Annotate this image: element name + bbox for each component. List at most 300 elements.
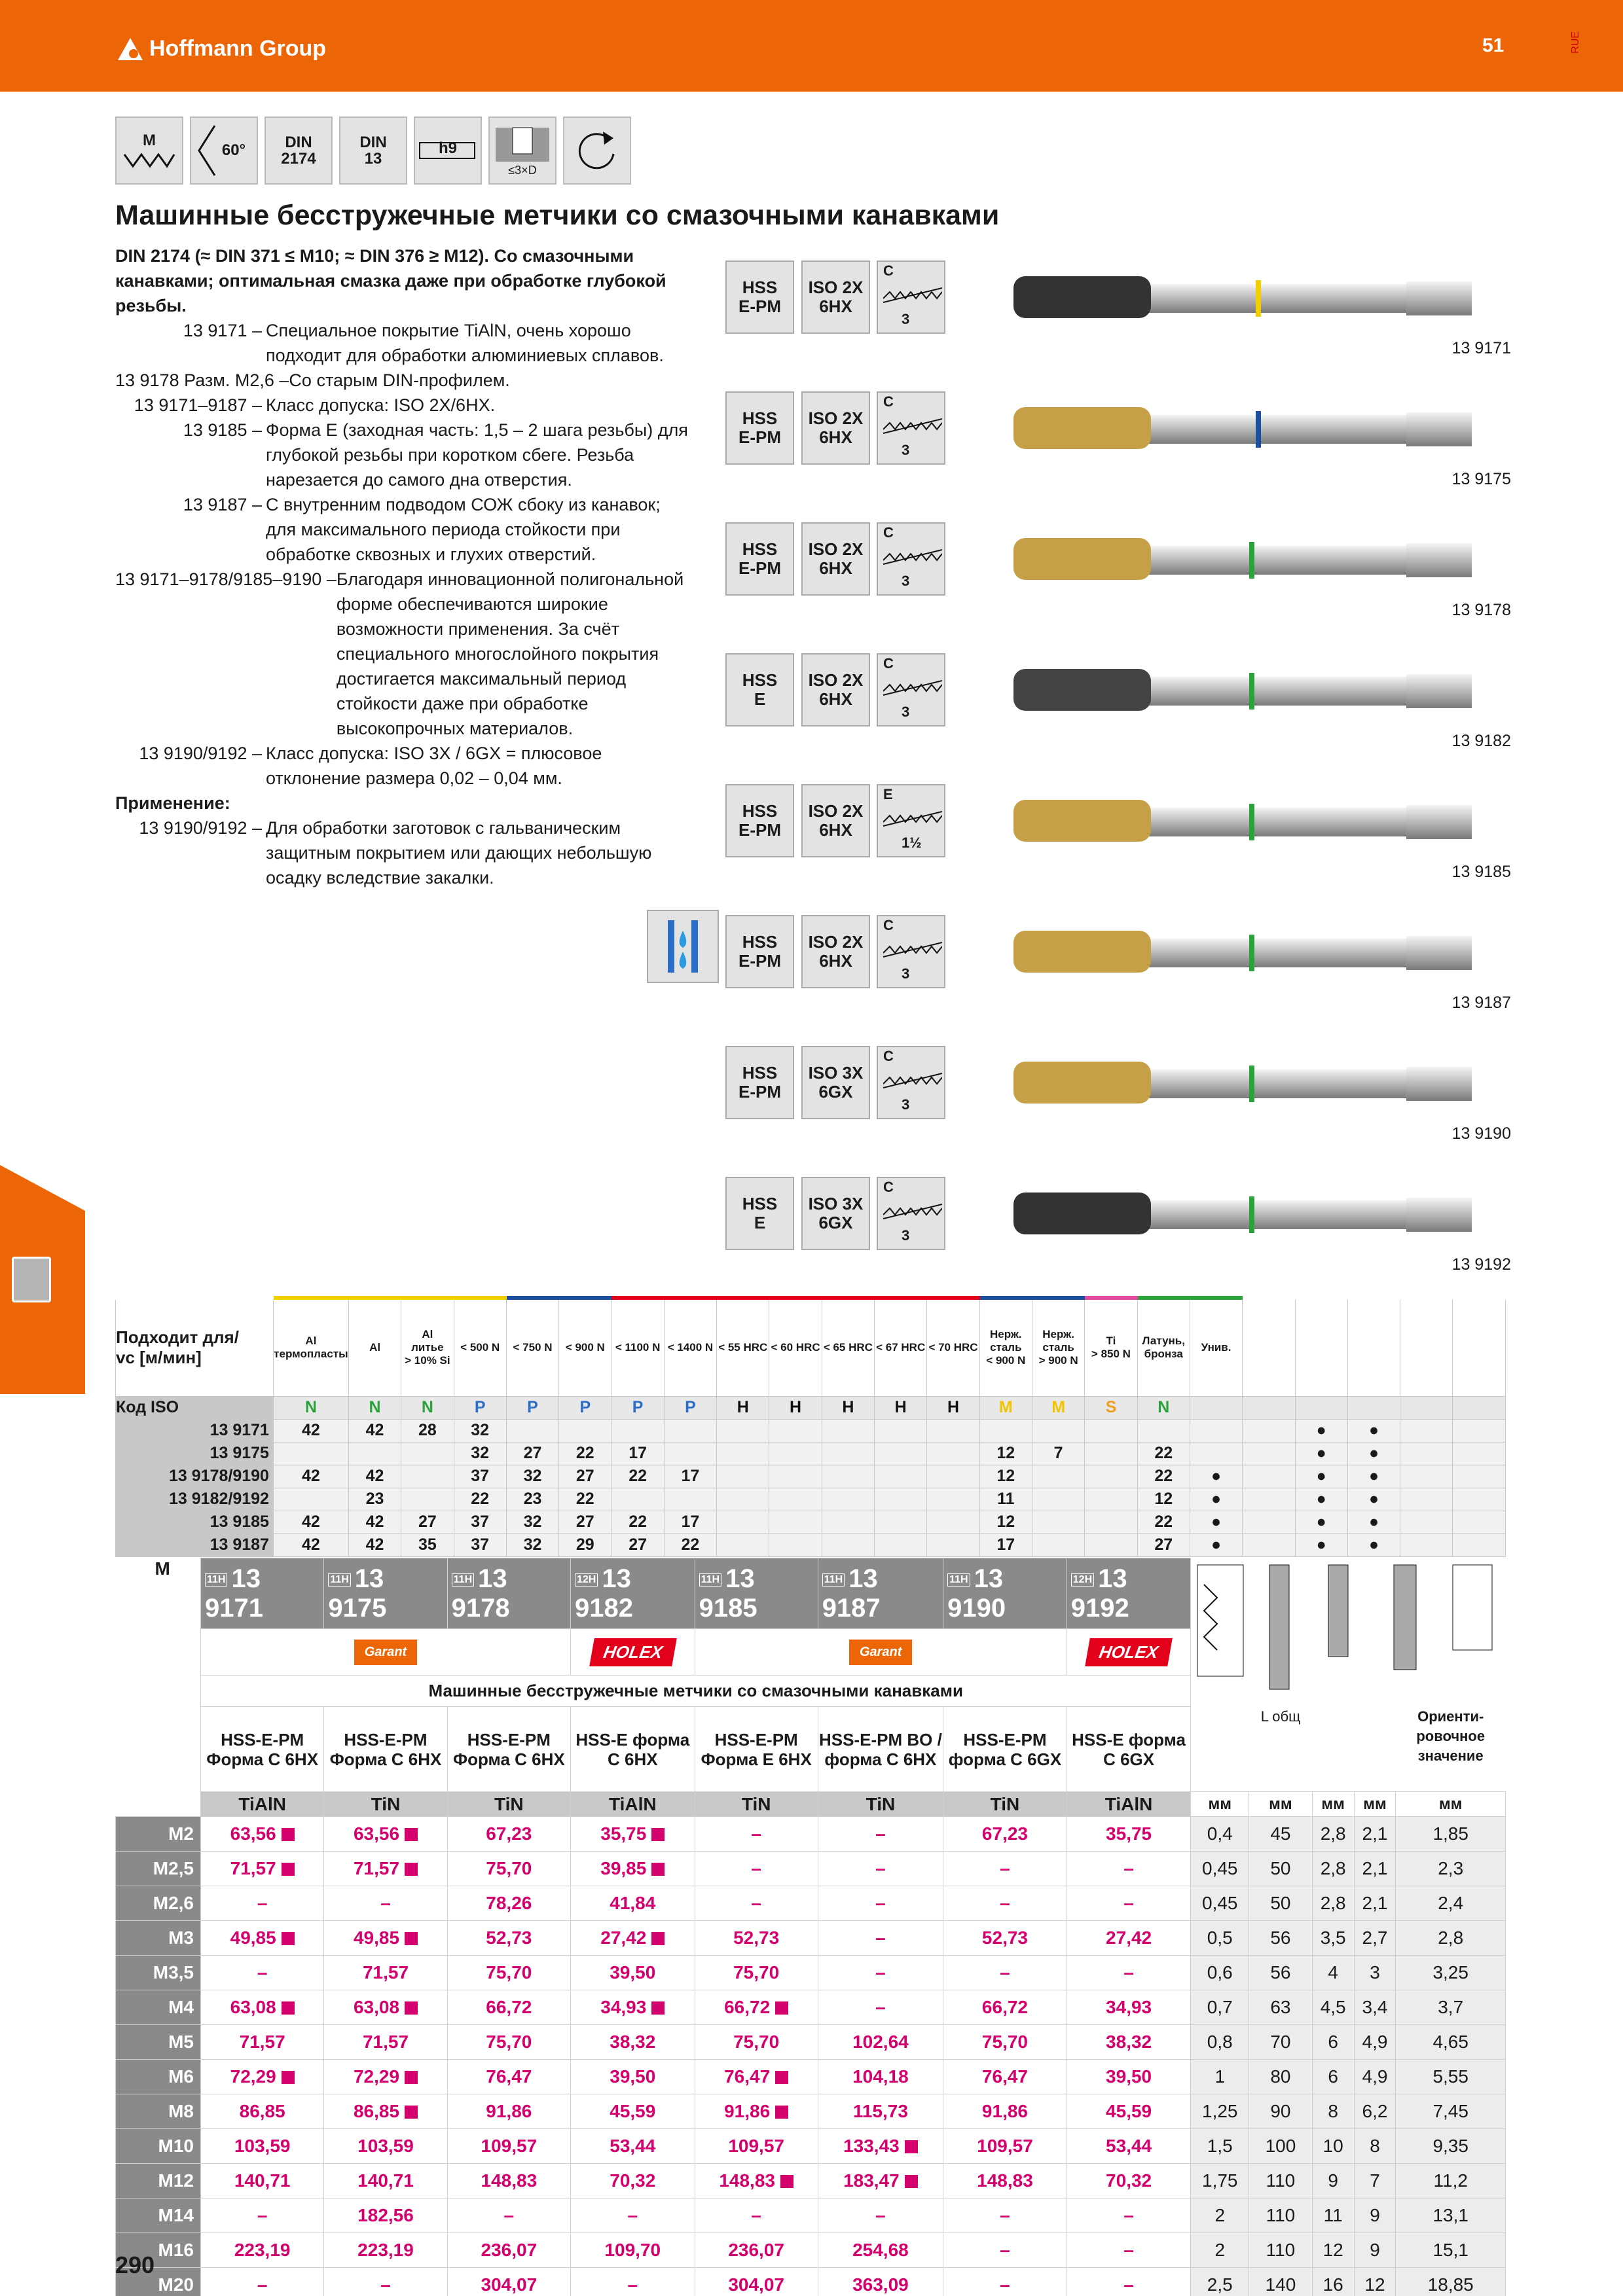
article-number-cell[interactable]: 11H 13 9171	[201, 1558, 324, 1629]
suitability-row	[116, 1534, 1506, 1556]
dimension-header: L общ	[1260, 1708, 1301, 1725]
suitability-row-label: 13 9185	[116, 1511, 274, 1534]
price-cell[interactable]	[818, 2198, 943, 2233]
suitability-header-label: Подходит для/ vc [м/мин]	[116, 1298, 274, 1396]
price-cell[interactable]	[324, 2268, 447, 2296]
tool-item[interactable]	[725, 1177, 1511, 1275]
tool-material-badge: HSS E-PM	[725, 391, 794, 465]
price-cell[interactable]	[695, 1852, 818, 1886]
price-cell[interactable]	[1067, 2268, 1191, 2296]
price-value: –	[875, 1928, 886, 1948]
tool-item[interactable]	[725, 653, 1511, 751]
price-cell[interactable]	[1067, 1956, 1191, 1990]
price-value: 67,23	[981, 1823, 1028, 1844]
suitability-cell: ●	[1295, 1465, 1347, 1488]
description-item: 13 9178 Разм. M2,6 – Со старым DIN-профилем.	[115, 370, 510, 390]
suitability-cell: ●	[1295, 1534, 1347, 1556]
price-cell[interactable]	[570, 2094, 695, 2129]
suitability-cell	[927, 1465, 979, 1488]
price-cell[interactable]	[1067, 2198, 1191, 2233]
dimension-cell: 3,7	[1396, 1990, 1506, 2025]
suitability-cell	[1400, 1419, 1453, 1442]
price-cell[interactable]	[201, 2268, 324, 2296]
suitability-cell: 27	[1137, 1534, 1190, 1556]
price-cell[interactable]	[324, 2233, 447, 2268]
price-cell[interactable]	[201, 1852, 324, 1886]
price-cell[interactable]	[943, 1852, 1067, 1886]
price-cell[interactable]	[201, 2164, 324, 2198]
suitability-cell	[769, 1511, 822, 1534]
iso-code-cell: P	[559, 1396, 611, 1419]
dimension-cell: 12	[1312, 2233, 1354, 2268]
price-cell[interactable]	[201, 1990, 324, 2025]
angle-icon	[195, 124, 221, 177]
dimension-cell: 4,65	[1396, 2025, 1506, 2060]
suitability-cell: 23	[506, 1488, 558, 1511]
price-value: 72,29	[230, 2066, 276, 2087]
suitability-cell	[875, 1488, 927, 1511]
suitability-cell	[1400, 1534, 1453, 1556]
price-cell[interactable]	[1067, 1852, 1191, 1886]
price-cell[interactable]	[324, 1817, 447, 1852]
material-column-header	[1295, 1298, 1347, 1396]
angle-symbol: 60°	[190, 117, 258, 185]
price-cell[interactable]	[943, 2268, 1067, 2296]
price-cell[interactable]	[818, 1886, 943, 1921]
dimension-cell: 2,3	[1396, 1852, 1506, 1886]
article-number-cell[interactable]: 12H 13 9192	[1067, 1558, 1191, 1629]
iso-code-cell: N	[1137, 1396, 1190, 1419]
tool-item[interactable]	[725, 915, 1511, 1013]
suitability-cell: ●	[1347, 1419, 1400, 1442]
suitability-cell: 42	[273, 1465, 348, 1488]
application-item: 13 9190/9192 – Для обработки заготовок с гальваническим защитным покрытием или дающих небольшую осадку вследствие закалки.	[139, 818, 652, 888]
suitability-cell	[717, 1488, 769, 1511]
price-cell[interactable]	[570, 1921, 695, 1956]
price-cell[interactable]	[201, 1921, 324, 1956]
price-value: –	[1000, 1962, 1010, 1982]
price-value: 75,70	[486, 1858, 532, 1878]
article-number-cell[interactable]: 11H 13 9178	[447, 1558, 570, 1629]
price-cell[interactable]	[447, 1886, 570, 1921]
suitability-cell	[927, 1534, 979, 1556]
product-subtitle: Машинные бесстружечные метчики со смазочными канавками	[201, 1676, 1191, 1707]
suitability-cell	[1453, 1442, 1506, 1465]
price-cell[interactable]	[447, 1852, 570, 1886]
price-value: 223,19	[357, 2240, 414, 2260]
description-item: 13 9185 – Форма E (заходная часть: 1,5 – 2 шага резьбы) для глубокой резьбы при коротком сбеге. Резьба нарезается до самого дна отверстия.	[183, 420, 688, 490]
suitability-cell	[875, 1511, 927, 1534]
suitability-cell	[1400, 1511, 1453, 1534]
price-value: –	[875, 1962, 886, 1982]
holex-brand-cell	[570, 1629, 695, 1676]
price-value: –	[1000, 1893, 1010, 1913]
price-cell[interactable]	[324, 2198, 447, 2233]
price-cell[interactable]	[201, 2094, 324, 2129]
price-value: 76,47	[486, 2066, 532, 2087]
tool-item[interactable]	[725, 391, 1511, 490]
price-cell[interactable]	[201, 2198, 324, 2233]
suitability-cell	[1085, 1511, 1137, 1534]
price-value: 71,57	[353, 1858, 400, 1878]
suitability-cell: 42	[348, 1465, 401, 1488]
tool-material-badge: HSS E	[725, 653, 794, 726]
price-cell[interactable]	[1067, 1817, 1191, 1852]
suitability-cell: 23	[348, 1488, 401, 1511]
dimension-cell: 2,8	[1312, 1852, 1354, 1886]
price-cell[interactable]	[695, 1921, 818, 1956]
tap-tool-image	[961, 260, 1623, 334]
price-cell[interactable]	[324, 1921, 447, 1956]
suitability-cell: 12	[979, 1442, 1032, 1465]
dimension-cell: 2,1	[1354, 1817, 1396, 1852]
suitability-cell	[1032, 1488, 1084, 1511]
suitability-cell: 32	[506, 1534, 558, 1556]
price-cell[interactable]	[695, 1817, 818, 1852]
price-cell[interactable]	[447, 2233, 570, 2268]
price-cell[interactable]	[1067, 1886, 1191, 1921]
suitability-cell: 27	[611, 1534, 664, 1556]
price-value: 52,73	[733, 1928, 780, 1948]
dimension-cell: 50	[1249, 1852, 1313, 1886]
stock-indicator-icon	[405, 1828, 418, 1841]
description-item: 13 9171 – Специальное покрытие TiAlN, очень хорошо подходит для обработки алюминиевых сплавов.	[183, 321, 664, 365]
chapter-tab[interactable]	[0, 1165, 85, 1394]
price-cell[interactable]	[447, 2025, 570, 2060]
tool-item[interactable]	[725, 522, 1511, 620]
price-value: 45,59	[1106, 2101, 1152, 2121]
price-cell[interactable]	[201, 2233, 324, 2268]
price-cell[interactable]	[324, 1990, 447, 2025]
price-value: 52,73	[981, 1928, 1028, 1948]
stock-indicator-icon	[651, 1863, 665, 1876]
price-cell[interactable]	[570, 2198, 695, 2233]
price-cell[interactable]	[818, 2025, 943, 2060]
price-value: 63,08	[353, 1997, 400, 2017]
material-column-header: Ti > 850 N	[1085, 1298, 1137, 1396]
price-cell[interactable]	[201, 2129, 324, 2164]
price-cell[interactable]	[695, 2129, 818, 2164]
dimension-drawing-icons	[1191, 1558, 1505, 1702]
price-value: 304,07	[481, 2274, 538, 2295]
article-number-cell[interactable]: 11H 13 9185	[695, 1558, 818, 1629]
price-cell[interactable]	[570, 1990, 695, 2025]
tap-tool-image	[961, 653, 1623, 726]
price-cell[interactable]	[201, 1956, 324, 1990]
suitability-cell: 22	[454, 1488, 506, 1511]
stock-indicator-icon	[282, 2071, 295, 2084]
price-cell[interactable]	[943, 2164, 1067, 2198]
price-cell[interactable]	[695, 2025, 818, 2060]
price-cell[interactable]	[570, 2268, 695, 2296]
price-cell[interactable]	[324, 2025, 447, 2060]
suitability-row	[116, 1511, 1506, 1534]
price-cell[interactable]	[943, 1817, 1067, 1852]
price-value: 27,42	[600, 1928, 647, 1948]
price-cell[interactable]	[447, 2268, 570, 2296]
tool-tolerance-badge: ISO 3X 6GX	[801, 1177, 870, 1250]
price-cell[interactable]	[695, 2164, 818, 2198]
suitability-cell: 7	[1032, 1442, 1084, 1465]
suitability-cell	[1190, 1442, 1242, 1465]
price-value: 53,44	[1106, 2136, 1152, 2156]
suitability-cell	[822, 1488, 874, 1511]
price-value: 39,50	[610, 2066, 656, 2087]
price-value: 133,43	[843, 2136, 900, 2156]
suitability-row	[116, 1419, 1506, 1442]
dimension-cell: 1,75	[1191, 2164, 1249, 2198]
suitability-cell	[1243, 1488, 1295, 1511]
tap-chapter-icon	[12, 1257, 51, 1302]
tool-item[interactable]	[725, 1046, 1511, 1144]
suitability-cell: ●	[1295, 1419, 1347, 1442]
price-value: 91,86	[486, 2101, 532, 2121]
tool-item[interactable]	[725, 784, 1511, 882]
price-cell[interactable]	[943, 1990, 1067, 2025]
price-cell[interactable]	[570, 2129, 695, 2164]
garant-brand-cell	[695, 1629, 1067, 1676]
price-cell[interactable]	[818, 2060, 943, 2094]
price-cell[interactable]	[570, 2025, 695, 2060]
suitability-cell	[1085, 1465, 1137, 1488]
iso-code-cell: N	[273, 1396, 348, 1419]
suitability-row-label: 13 9175	[116, 1442, 274, 1465]
price-cell[interactable]	[1067, 2233, 1191, 2268]
tool-material-badge: HSS E-PM	[725, 1046, 794, 1119]
dimension-cell: 11	[1312, 2198, 1354, 2233]
price-value: –	[257, 2205, 268, 2225]
price-cell[interactable]	[1067, 1990, 1191, 2025]
dimension-cell: 4,9	[1354, 2025, 1396, 2060]
price-cell[interactable]	[447, 2164, 570, 2198]
price-cell[interactable]	[818, 2129, 943, 2164]
stock-indicator-icon	[775, 2001, 788, 2015]
price-cell[interactable]	[201, 1817, 324, 1852]
price-cell[interactable]	[1067, 2025, 1191, 2060]
suitability-cell: 32	[506, 1465, 558, 1488]
price-cell[interactable]	[818, 2094, 943, 2129]
din13-symbol: DIN 13	[339, 117, 407, 185]
article-number-cell[interactable]: 12H 13 9182	[570, 1558, 695, 1629]
suitability-cell	[1032, 1419, 1084, 1442]
price-cell[interactable]	[201, 1886, 324, 1921]
material-column-header: < 65 HRC	[822, 1298, 874, 1396]
price-cell[interactable]	[447, 1921, 570, 1956]
price-cell[interactable]	[324, 2164, 447, 2198]
price-value: 76,47	[981, 2066, 1028, 2087]
price-cell[interactable]	[695, 1990, 818, 2025]
price-cell[interactable]	[447, 2198, 570, 2233]
price-cell[interactable]	[324, 2129, 447, 2164]
stock-indicator-icon	[282, 1863, 295, 1876]
price-cell[interactable]	[943, 2129, 1067, 2164]
article-number-cell[interactable]: 11H 13 9187	[818, 1558, 943, 1629]
price-cell[interactable]	[1067, 2060, 1191, 2094]
price-cell[interactable]	[570, 1817, 695, 1852]
dimension-cell: 110	[1249, 2198, 1313, 2233]
suitability-row-label: 13 9178/9190	[116, 1465, 274, 1488]
tool-material-badge: HSS E-PM	[725, 522, 794, 596]
suitability-cell	[769, 1419, 822, 1442]
price-cell[interactable]	[943, 1921, 1067, 1956]
tool-material-badge: HSS E	[725, 1177, 794, 1250]
page-title: Машинные бесстружечные метчики со смазочными канавками	[115, 200, 1000, 231]
price-cell[interactable]	[570, 2233, 695, 2268]
price-cell[interactable]	[447, 2094, 570, 2129]
price-cell[interactable]	[201, 2025, 324, 2060]
suitability-header-row	[116, 1298, 1506, 1396]
price-cell[interactable]	[818, 1990, 943, 2025]
size-row	[116, 1886, 1506, 1921]
price-value: 103,59	[357, 2136, 414, 2156]
tap-tool-image	[961, 1177, 1623, 1250]
price-cell[interactable]	[324, 2060, 447, 2094]
size-cell: M8	[116, 2094, 201, 2129]
price-cell[interactable]	[695, 2198, 818, 2233]
price-cell[interactable]	[943, 2094, 1067, 2129]
price-cell[interactable]	[570, 1852, 695, 1886]
dimension-cell: 2	[1191, 2233, 1249, 2268]
suitability-cell	[1085, 1442, 1137, 1465]
price-cell[interactable]	[1067, 2164, 1191, 2198]
product-desc-cell: HSS-E-PM форма C 6GX	[943, 1707, 1067, 1792]
iso-code-cell	[1243, 1396, 1295, 1419]
dimension-cell: 2,8	[1312, 1817, 1354, 1852]
stock-indicator-icon	[780, 2175, 793, 2188]
price-cell[interactable]	[1067, 1921, 1191, 1956]
price-value: –	[380, 1893, 391, 1913]
suitability-cell: 22	[559, 1488, 611, 1511]
description-item: 13 9190/9192 – Класс допуска: ISO 3X / 6GX = плюсовое отклонение размера 0,02 – 0,04 мм.	[139, 744, 602, 788]
dimension-cell: 100	[1249, 2129, 1313, 2164]
coating-cell: TiN	[818, 1792, 943, 1817]
dimension-cell: 3	[1354, 1956, 1396, 1990]
suitability-table	[115, 1296, 1506, 1557]
tool-chamfer-badge: E 1½	[877, 784, 945, 857]
dimension-cell: 0,4	[1191, 1817, 1249, 1852]
rotation-arrow-icon	[574, 128, 620, 173]
price-value: –	[1123, 2274, 1134, 2295]
price-value: 91,86	[724, 2101, 771, 2121]
suitability-cell	[927, 1488, 979, 1511]
size-cell: M10	[116, 2129, 201, 2164]
price-cell[interactable]	[818, 1921, 943, 1956]
price-cell[interactable]	[447, 1990, 570, 2025]
price-cell[interactable]	[943, 2060, 1067, 2094]
iso-code-cell	[1347, 1396, 1400, 1419]
price-cell[interactable]	[943, 2198, 1067, 2233]
application-label: Применение:	[115, 793, 230, 813]
dimension-cell: 8	[1354, 2129, 1396, 2164]
description-block	[115, 243, 691, 890]
suitability-cell	[875, 1442, 927, 1465]
suitability-cell	[1400, 1488, 1453, 1511]
price-cell[interactable]	[695, 2268, 818, 2296]
price-cell[interactable]	[818, 2164, 943, 2198]
h9-symbol: h9	[414, 117, 482, 185]
page-number-bottom: 290	[115, 2251, 155, 2278]
iso-code-cell: H	[717, 1396, 769, 1419]
price-cell[interactable]	[447, 2129, 570, 2164]
price-cell[interactable]	[447, 1956, 570, 1990]
price-value: 39,50	[610, 1962, 656, 1982]
tool-item[interactable]	[725, 260, 1511, 359]
article-number-cell[interactable]: 11H 13 9175	[324, 1558, 447, 1629]
suitability-cell	[979, 1419, 1032, 1442]
dimension-header: Ориенти- ровочное значение	[1416, 1708, 1486, 1764]
price-value: 148,83	[481, 2170, 538, 2191]
unit-cell: мм	[1354, 1792, 1396, 1817]
price-cell[interactable]	[570, 2164, 695, 2198]
suitability-cell	[875, 1419, 927, 1442]
price-cell[interactable]	[324, 1886, 447, 1921]
product-desc-cell: HSS-E-PM Форма C 6HX	[447, 1707, 570, 1792]
price-cell[interactable]	[943, 1956, 1067, 1990]
price-cell[interactable]	[1067, 2129, 1191, 2164]
price-cell[interactable]	[695, 2233, 818, 2268]
suitability-cell	[273, 1442, 348, 1465]
price-value: –	[1123, 1893, 1134, 1913]
dimension-cell: 11,2	[1396, 2164, 1506, 2198]
price-cell[interactable]	[570, 1956, 695, 1990]
price-value: 67,23	[486, 1823, 532, 1844]
price-cell[interactable]	[324, 1852, 447, 1886]
price-cell[interactable]	[818, 1817, 943, 1852]
price-value: –	[1000, 1858, 1010, 1878]
iso-code-cell: P	[506, 1396, 558, 1419]
price-cell[interactable]	[818, 2268, 943, 2296]
price-cell[interactable]	[1067, 2094, 1191, 2129]
price-value: 75,70	[486, 1962, 532, 1982]
article-number-cell[interactable]: 11H 13 9190	[943, 1558, 1067, 1629]
price-cell[interactable]	[570, 1886, 695, 1921]
price-cell[interactable]	[201, 2060, 324, 2094]
price-cell[interactable]	[818, 1956, 943, 1990]
price-cell[interactable]	[943, 2025, 1067, 2060]
price-cell[interactable]	[818, 1852, 943, 1886]
price-value: 71,57	[362, 1962, 409, 1982]
price-cell[interactable]	[695, 2060, 818, 2094]
price-value: –	[751, 1823, 761, 1844]
suitability-cell	[1453, 1488, 1506, 1511]
price-cell[interactable]	[695, 1886, 818, 1921]
rotation-symbol	[563, 117, 631, 185]
chamfer-icon	[883, 933, 942, 960]
dimension-cell: 9	[1312, 2164, 1354, 2198]
price-cell[interactable]	[695, 2094, 818, 2129]
price-cell[interactable]	[447, 2060, 570, 2094]
price-cell[interactable]	[695, 1956, 818, 1990]
tool-chamfer-badge: C 3	[877, 1177, 945, 1250]
price-cell[interactable]	[943, 2233, 1067, 2268]
price-cell[interactable]	[447, 1817, 570, 1852]
page-number-top: 51	[1482, 35, 1504, 56]
tap-tool-image	[961, 915, 1623, 988]
price-cell[interactable]	[324, 1956, 447, 1990]
price-cell[interactable]	[818, 2233, 943, 2268]
iso-code-cell	[1400, 1396, 1453, 1419]
suitability-cell	[717, 1511, 769, 1534]
product-table	[115, 1558, 1506, 2296]
price-cell[interactable]	[943, 1886, 1067, 1921]
price-value: 223,19	[234, 2240, 291, 2260]
dimension-cell: 110	[1249, 2233, 1313, 2268]
coating-cell: TiAlN	[201, 1792, 324, 1817]
price-cell[interactable]	[570, 2060, 695, 2094]
suitability-cell	[1190, 1419, 1242, 1442]
dimension-cell: 1,85	[1396, 1817, 1506, 1852]
price-cell[interactable]	[324, 2094, 447, 2129]
